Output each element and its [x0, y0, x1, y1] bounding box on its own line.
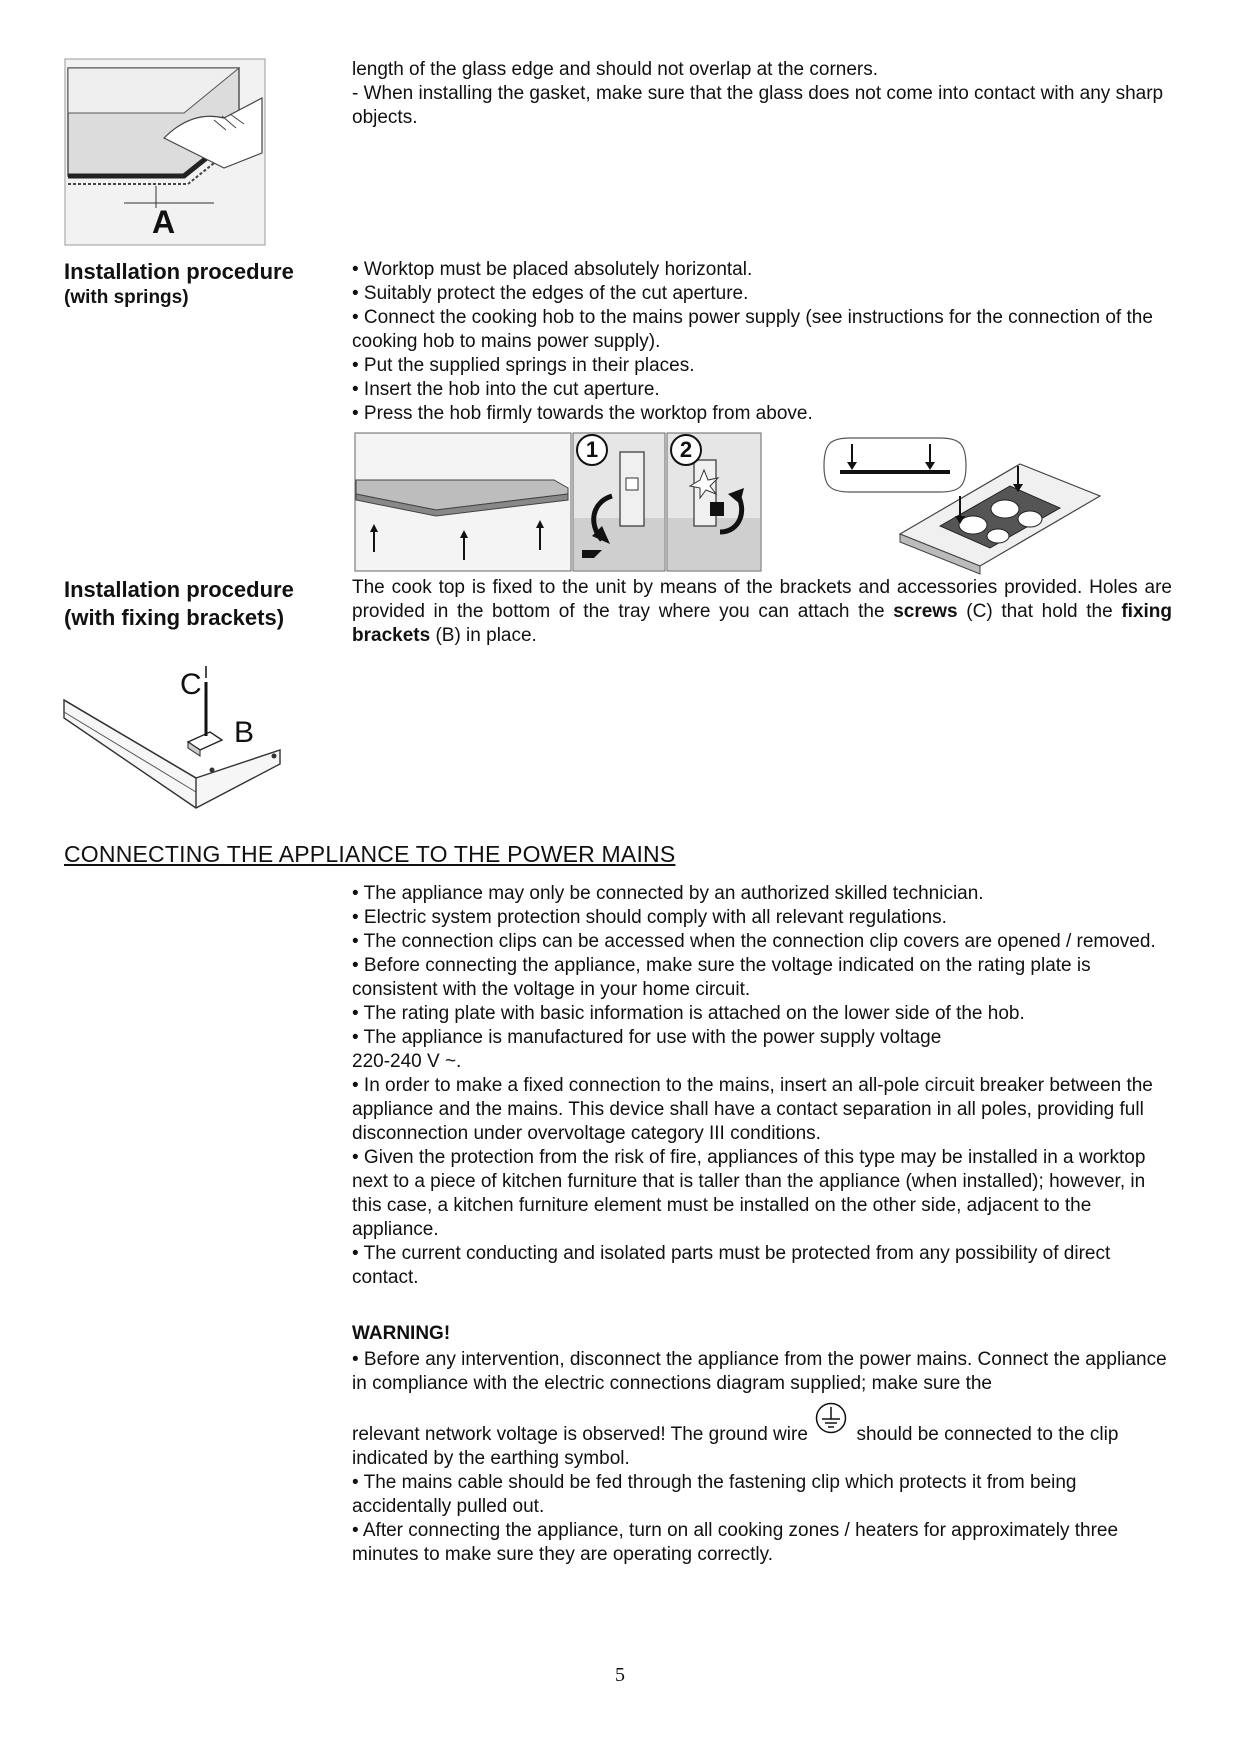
warning-ground-text: should be connected to the clip indicated by the earthing symbol. — [352, 1424, 1119, 1469]
ground-symbol-icon — [815, 1402, 847, 1434]
warning-label: WARNING! — [352, 1323, 451, 1344]
warning-item: • After connecting the appliance, turn on all cooking zones / heaters for approximately three minutes to make sure they are operating correctly. — [352, 1520, 1119, 1565]
gasket-label-a: A — [152, 204, 176, 240]
list-item: • The appliance is manufactured for use with the power supply voltage — [352, 1027, 942, 1048]
gasket-illustration — [64, 58, 266, 246]
springs-hob-illustration — [354, 432, 572, 572]
page-number: 5 — [615, 1664, 625, 1686]
gasket-text-line: - When installing the gasket, make sure that the glass does not come into contact with any sharp objects. — [352, 83, 1164, 128]
list-item: • The appliance may only be connected by an authorized skilled technician. — [352, 883, 984, 904]
list-item: • Press the hob firmly towards the worktop from above. — [352, 403, 813, 424]
warning-item: • The mains cable should be fed through the fastening clip which protects it from being accidentally pulled out. — [352, 1472, 1077, 1517]
step-2-badge: 2 — [670, 434, 702, 466]
fixing-brackets-term: fixing brackets — [352, 601, 1173, 646]
step-1-badge: 1 — [576, 434, 608, 466]
list-item: • Electric system protection should comply with all relevant regulations. — [352, 907, 947, 928]
list-item: • Put the supplied springs in their places. — [352, 355, 695, 376]
list-item: 220-240 V ~. — [352, 1051, 462, 1072]
list-item: • Insert the hob into the cut aperture. — [352, 379, 660, 400]
warning-item: • Before any intervention, disconnect the appliance from the power mains. Connect the appliance in compliance with the electric connections diagram supplied; make sure the — [352, 1349, 1167, 1394]
list-item: • Connect the cooking hob to the mains power supply (see instructions for the connection of the cooking hob to mains power supply). — [352, 307, 1153, 352]
gasket-text-line: length of the glass edge and should not overlap at the corners. — [352, 59, 879, 80]
list-item: • The connection clips can be accessed when the connection clip covers are opened / removed. — [352, 931, 1156, 952]
warning-item-ground — [352, 1412, 1174, 1471]
brackets-subheading: (with fixing brackets) — [64, 605, 285, 630]
spring-step-2-illustration — [666, 432, 762, 572]
brackets-heading: Installation procedure — [64, 577, 294, 602]
list-item: • The current conducting and isolated parts must be protected from any possibility of direct contact. — [352, 1243, 1111, 1288]
brackets-text-part: (B) in place. — [430, 625, 537, 646]
list-item: • Before connecting the appliance, make sure the voltage indicated on the rating plate is consistent with the voltage in your home circuit. — [352, 955, 1091, 1000]
gasket-text — [352, 58, 1172, 130]
list-item: • The rating plate with basic information is attached on the lower side of the hob. — [352, 1003, 1025, 1024]
brackets-text — [352, 576, 1172, 648]
list-item: • Given the protection from the risk of fire, appliances of this type may be installed in a worktop next to a piece of kitchen furniture that is taller than the appliance (when installed); however, in this case, a kitchen furniture element must be installed on the other side, adjacent to the appliance. — [352, 1147, 1146, 1240]
list-item: • Worktop must be placed absolutely horizontal. — [352, 259, 753, 280]
brackets-text-part: (C) that hold the — [957, 601, 1122, 622]
springs-subheading: (with springs) — [64, 287, 189, 308]
screws-term: screws — [893, 601, 958, 622]
brackets-heading-block — [64, 576, 344, 632]
brackets-text-part: The cook top is fixed to the unit by means of the brackets and accessories provided. Holes are provided in the bottom of the tray where you can attach the — [352, 577, 1172, 622]
bracket-label-b: B — [234, 716, 255, 749]
hob-press-illustration — [810, 426, 1110, 576]
list-item: • Suitably protect the edges of the cut aperture. — [352, 283, 749, 304]
springs-list — [352, 258, 1174, 426]
warning-block — [352, 1322, 1174, 1567]
springs-heading-block — [64, 258, 334, 310]
spring-step-1-illustration — [572, 432, 666, 572]
warning-ground-text: relevant network voltage is observed! The ground wire — [352, 1424, 814, 1445]
mains-list — [352, 882, 1174, 1290]
list-item: • In order to make a fixed connection to the mains, insert an all-pole circuit breaker between the appliance and the mains. This device shall have a contact separation in all poles, providing full disconnection under overvoltage category III conditions. — [352, 1075, 1153, 1144]
mains-section-title: CONNECTING THE APPLIANCE TO THE POWER MAINS — [64, 841, 676, 867]
bracket-label-c: C — [180, 668, 202, 701]
brackets-illustration — [62, 660, 288, 820]
springs-heading: Installation procedure — [64, 259, 294, 284]
